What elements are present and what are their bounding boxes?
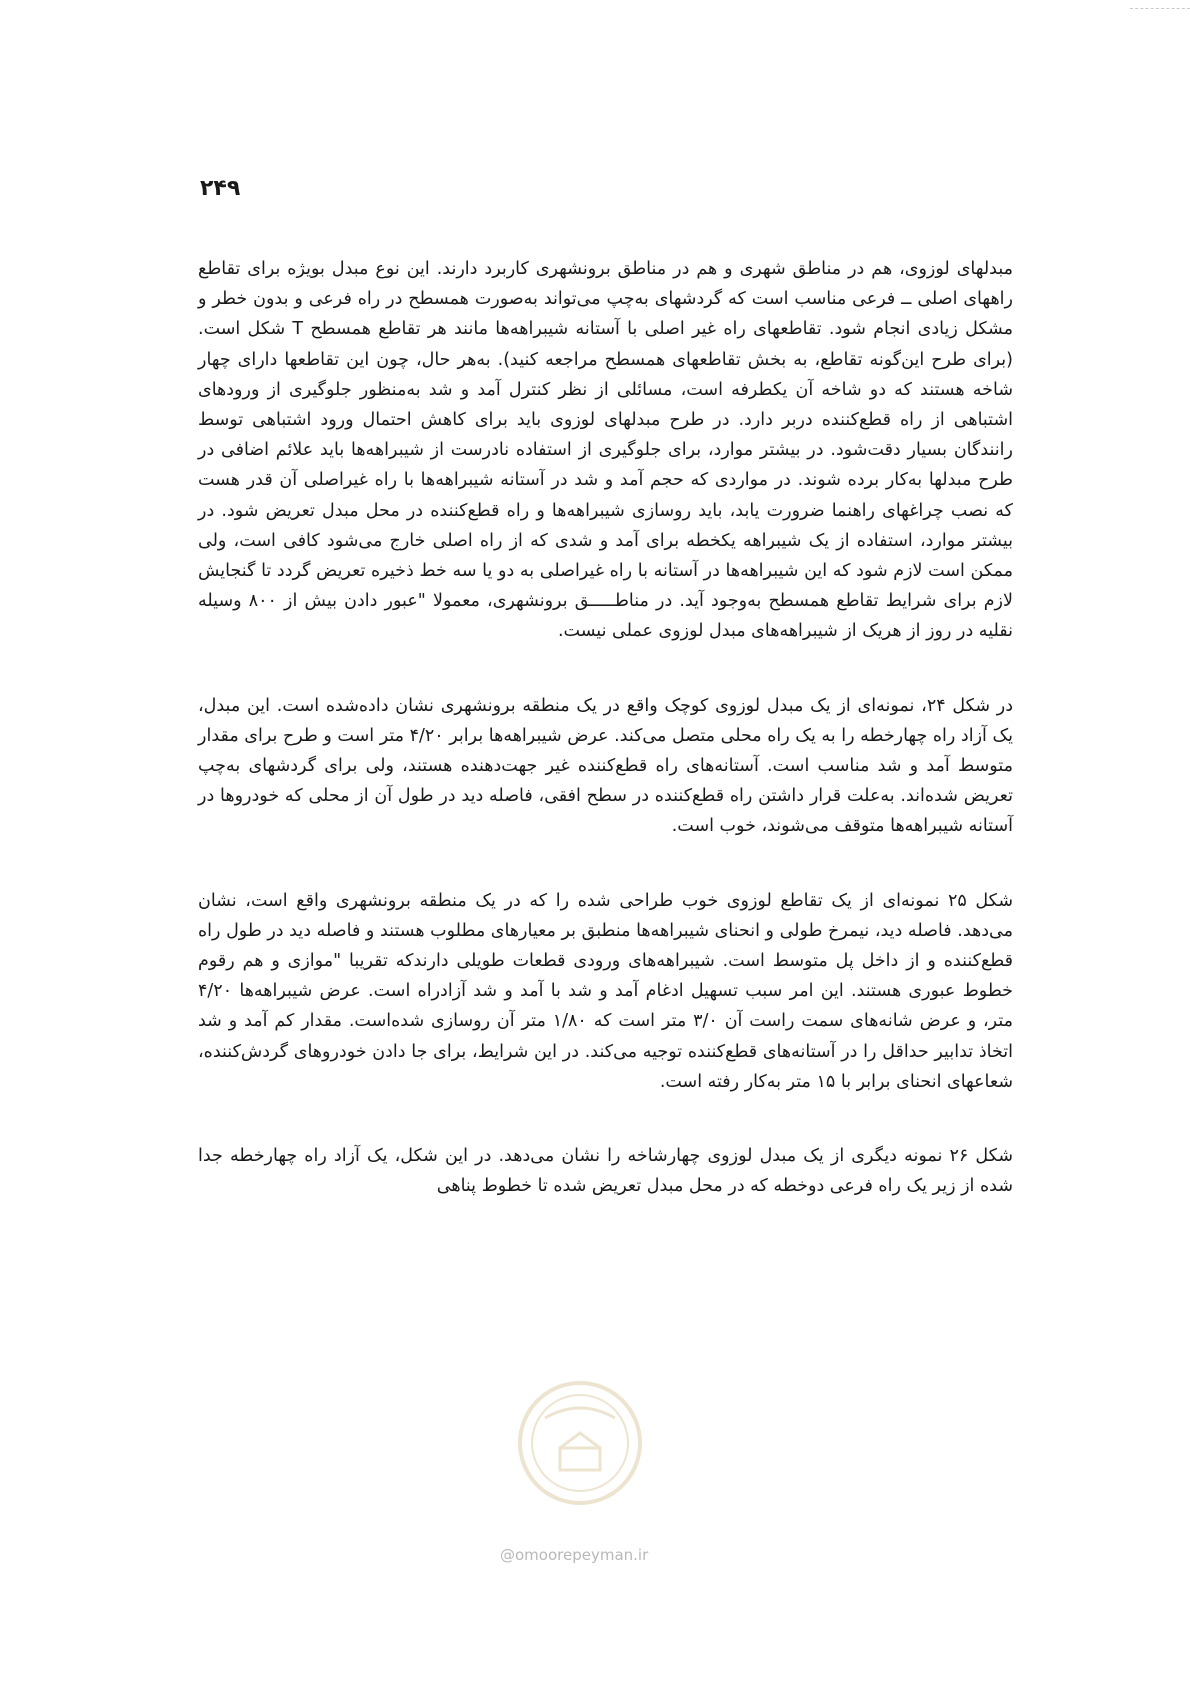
paragraph-diamond-interchanges: مبدلهای لوزوی، هم در مناطق شهری و هم در مناطق برونشهری کاربرد دارند. این نوع مبدل بویژه برای تقاطع راههای اصلی ــ فرعی مناسب است که گردشهای به‌چپ می‌تواند به‌صورت همسطح در راه فرعی و بدون خطر و مشکل زیادی انجام شود. تقاطعهای راه غیر اصلی با آستانه شیبراهه‌ها مانند هر تقاطع همسطح T شکل است. (برای طرح این‌گونه تقاطع، به بخش تقاطعهای همسطح مراجعه کنید). به‌هر حال، چون این تقاطعها دارای چهار شاخه هستند که دو شاخه آن یکطرفه است، مسائلی از نظر کنترل آمد و شد به‌منظور جلوگیری از ورودهای اشتباهی از راه قطع‌کننده دربر دارد. در طرح مبدلهای لوزوی باید برای کاهش احتمال ورود اشتباهی توسط رانندگان بسیار دقت‌شود. در بیشتر موارد، برای جلوگیری از استفاده نادرست از شیبراهه‌ها باید علائم اضافی در طرح مبدلها به‌کار برده شوند. در مواردی که حجم آمد و شد در آستانه شیبراهه‌ها با راه غیراصلی آن قدر هست که نصب چراغهای راهنما ضرورت یابد، باید روسازی شیبراهه‌ها و راه قطع‌کننده در محل مبدل تعریض شود. در بیشتر موارد، استفاده از یک شیبراهه یکخطه برای آمد و شدی که از راه اصلی خارج می‌شود کافی است، ولی ممکن است لازم شود که این شیبراهه‌ها در آستانه با راه غیراصلی به دو یا سه خط ذخیره تعریض گردد تا گنجایش لازم برای شرایط تقاطع همسطح به‌وجود آید. در مناطـــــق برونشهری، معمولا "عبور دادن بیش از ۸۰۰ وسیله نقلیه در روز از هریک از شیبراهه‌های مبدل لوزوی عملی نیست.	[198, 259, 1014, 642]
page-number: ۲۴۹	[200, 176, 241, 201]
paragraph-figure-25: شکل ۲۵ نمونه‌ای از یک تقاطع لوزوی خوب طراحی شده را که در یک منطقه برونشهری واقع است، نشان می‌دهد. فاصله دید، نیمرخ طولی و انحنای شیبراهه‌ها منطبق بر معیارهای مطلوب هستند و فاصله دید در طول راه قطع‌کننده و از داخل پل متوسط است. شیبراهه‌های ورودی قطعات طویلی دارندکه تقریبا "موازی و هم رقوم خطوط عبوری هستند. این امر سبب تسهیل ادغام آمد و شد با آمد و شد آزادراه است. عرض شیبراهه‌ها ۴/۲۰ متر، و عرض شانه‌های سمت راست آن ۳/۰ متر است که ۱/۸۰ متر آن روسازی شده‌است. مقدار کم آمد و شد اتخاذ تدابیر حداقل را در آستانه‌های قطع‌کننده توجیه می‌کند. در این شرایط، برای جا دادن خودروهای گردش‌کننده، شعاعهای انحنای برابر با ۱۵ متر به‌کار رفته است.	[198, 890, 1013, 1092]
watermark-text: @omoorepeyman.ir	[500, 1546, 649, 1564]
paragraph-figure-24: در شکل ۲۴، نمونه‌ای از یک مبدل لوزوی کوچک واقع در یک منطقه برونشهری نشان داده‌شده است. این مبدل، یک آزاد راه چهارخطه را به یک راه محلی متصل می‌کند. عرض شیبراهه‌ها برابر ۴/۲۰ متر است و طرح برای مقدار متوسط آمد و شد مناسب است. آستانه‌های راه قطع‌کننده غیر جهت‌دهنده هستند، ولی برای گردشهای به‌چپ تعریض شده‌اند. به‌علت قرار داشتن راه قطع‌کننده در سطح افقی، فاصله دید در طول آن از محلی که خودروها در آستانه شیبراهه‌ها متوقف می‌شوند، خوب است.	[198, 695, 1014, 837]
document-body	[198, 254, 1013, 1201]
top-edge-rule	[1130, 8, 1190, 9]
paragraph-figure-26: شکل ۲۶ نمونه دیگری از یک مبدل لوزوی چهارشاخه را نشان می‌دهد. در این شکل، یک آزاد راه چهارخطه جدا شده از زیر یک راه فرعی دوخطه که در محل مبدل تعریض شده تا خطوط پناهی	[198, 1146, 1013, 1197]
publisher-seal-icon	[515, 1378, 645, 1508]
